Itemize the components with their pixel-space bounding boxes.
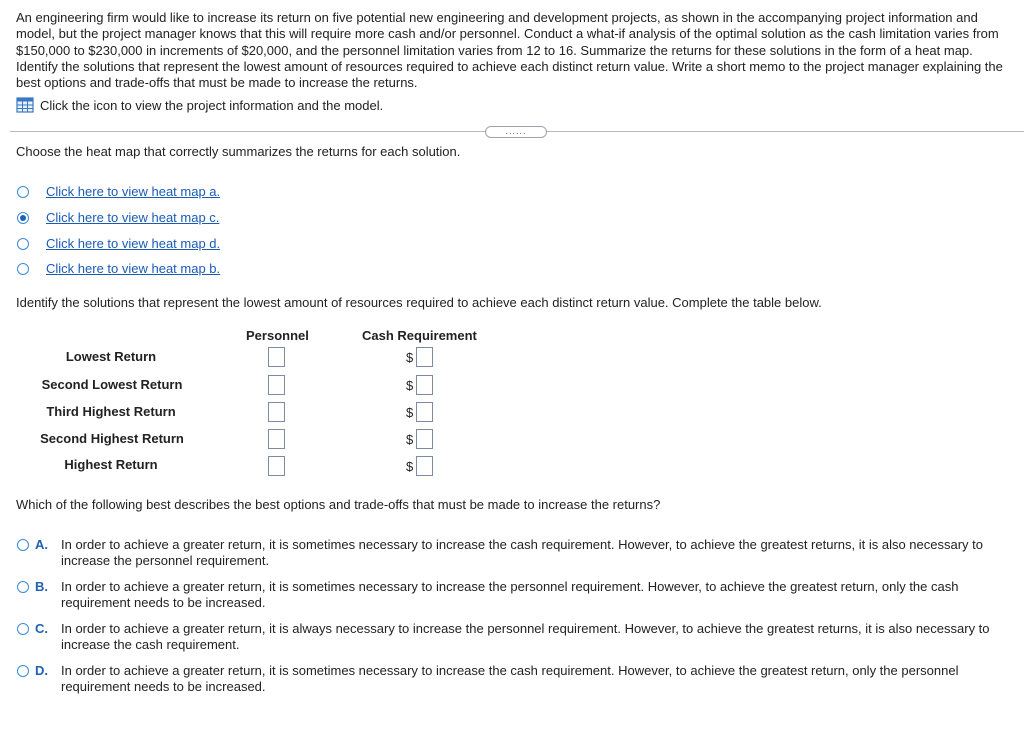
view-model-label: Click the icon to view the project information and the model.: [40, 97, 384, 113]
radio-option-b[interactable]: [17, 581, 29, 593]
heat-map-link[interactable]: Click here to view heat map c.: [46, 210, 220, 225]
personnel-input[interactable]: [268, 375, 285, 395]
answer-option-d[interactable]: [17, 663, 1017, 696]
expand-button[interactable]: ......: [485, 126, 547, 138]
answer-option-c[interactable]: [17, 621, 1017, 654]
currency-symbol: $: [406, 432, 414, 447]
personnel-input[interactable]: [268, 402, 285, 422]
option-text: In order to achieve a greater return, it is always necessary to increase the personnel requirement. However, to achieve the greatest returns, it is also necessary to increase the cash requirement.: [61, 621, 990, 653]
option-letter: C.: [35, 621, 48, 636]
personnel-input[interactable]: [268, 456, 285, 476]
heat-map-option[interactable]: [17, 210, 219, 225]
option-text: In order to achieve a greater return, it is sometimes necessary to increase the cash requirement. However, to achieve the greatest returns, it is also necessary to increase the personnel requirement.: [61, 537, 983, 569]
personnel-input[interactable]: [268, 347, 285, 367]
row-label-lowest-return: Lowest Return: [65, 349, 157, 364]
radio-heat-map-a[interactable]: [17, 186, 29, 198]
cash-column-header: Cash Requirement: [362, 328, 477, 343]
heat-map-option[interactable]: [17, 261, 220, 276]
heat-map-link[interactable]: Click here to view heat map a.: [46, 184, 221, 199]
radio-heat-map-c[interactable]: [17, 212, 29, 224]
currency-symbol: $: [406, 378, 414, 393]
currency-symbol: $: [406, 405, 414, 420]
row-label-second-highest-return: Second Highest Return: [40, 431, 184, 446]
view-model-row[interactable]: [16, 97, 383, 113]
heat-map-link[interactable]: Click here to view heat map b.: [46, 261, 221, 276]
radio-heat-map-b[interactable]: [17, 263, 29, 275]
problem-statement: An engineering firm would like to increase its return on five potential new engineering and development projects, as shown in the accompanying project information and model, but the project manager knows that this will require more cash and/or personnel. Conduct a what-if analysis of the optimal solution as the cash limitation varies from $150,000 to $230,000 in increments of $20,000, and the personnel limitation varies from 12 to 16. Summarize the returns for these solutions in the form of a heat map. Identify the solutions that represent the lowest amount of resources required to achieve each distinct return value. Write a short memo to the project manager explaining the best options and trade-offs that must be made to increase the returns.: [16, 10, 1003, 91]
row-label-second-lowest-return: Second Lowest Return: [41, 377, 183, 392]
cash-input[interactable]: [416, 402, 433, 422]
radio-option-c[interactable]: [17, 623, 29, 635]
radio-option-a[interactable]: [17, 539, 29, 551]
answer-option-a[interactable]: [17, 537, 1017, 570]
option-letter: D.: [35, 663, 48, 678]
heat-map-option[interactable]: [17, 184, 220, 199]
personnel-input[interactable]: [268, 429, 285, 449]
table-question: Identify the solutions that represent the lowest amount of resources required to achieve each distinct return value. Complete the table below.: [16, 295, 822, 310]
cash-input[interactable]: [416, 347, 433, 367]
option-letter: A.: [35, 537, 48, 552]
radio-heat-map-d[interactable]: [17, 238, 29, 250]
option-letter: B.: [35, 579, 48, 594]
option-text: In order to achieve a greater return, it is sometimes necessary to increase the cash requirement. However, to achieve the greatest return, only the personnel requirement needs to be increased.: [61, 663, 959, 695]
radio-option-d[interactable]: [17, 665, 29, 677]
answer-option-b[interactable]: [17, 579, 1017, 612]
cash-input[interactable]: [416, 375, 433, 395]
tradeoff-question: Which of the following best describes the best options and trade-offs that must be made to increase the returns?: [16, 497, 661, 512]
cash-input[interactable]: [416, 429, 433, 449]
heat-map-question: Choose the heat map that correctly summarizes the returns for each solution.: [16, 144, 461, 159]
cash-input[interactable]: [416, 456, 433, 476]
currency-symbol: $: [406, 350, 414, 365]
option-text: In order to achieve a greater return, it is sometimes necessary to increase the personnel requirement. However, to achieve the greatest return, only the cash requirement needs to be increased.: [61, 579, 959, 611]
personnel-column-header: Personnel: [246, 328, 309, 343]
currency-symbol: $: [406, 459, 414, 474]
heat-map-option[interactable]: [17, 236, 220, 251]
row-label-third-highest-return: Third Highest Return: [46, 404, 176, 419]
table-icon[interactable]: [16, 97, 34, 113]
row-label-highest-return: Highest Return: [64, 457, 158, 472]
heat-map-link[interactable]: Click here to view heat map d.: [46, 236, 221, 251]
